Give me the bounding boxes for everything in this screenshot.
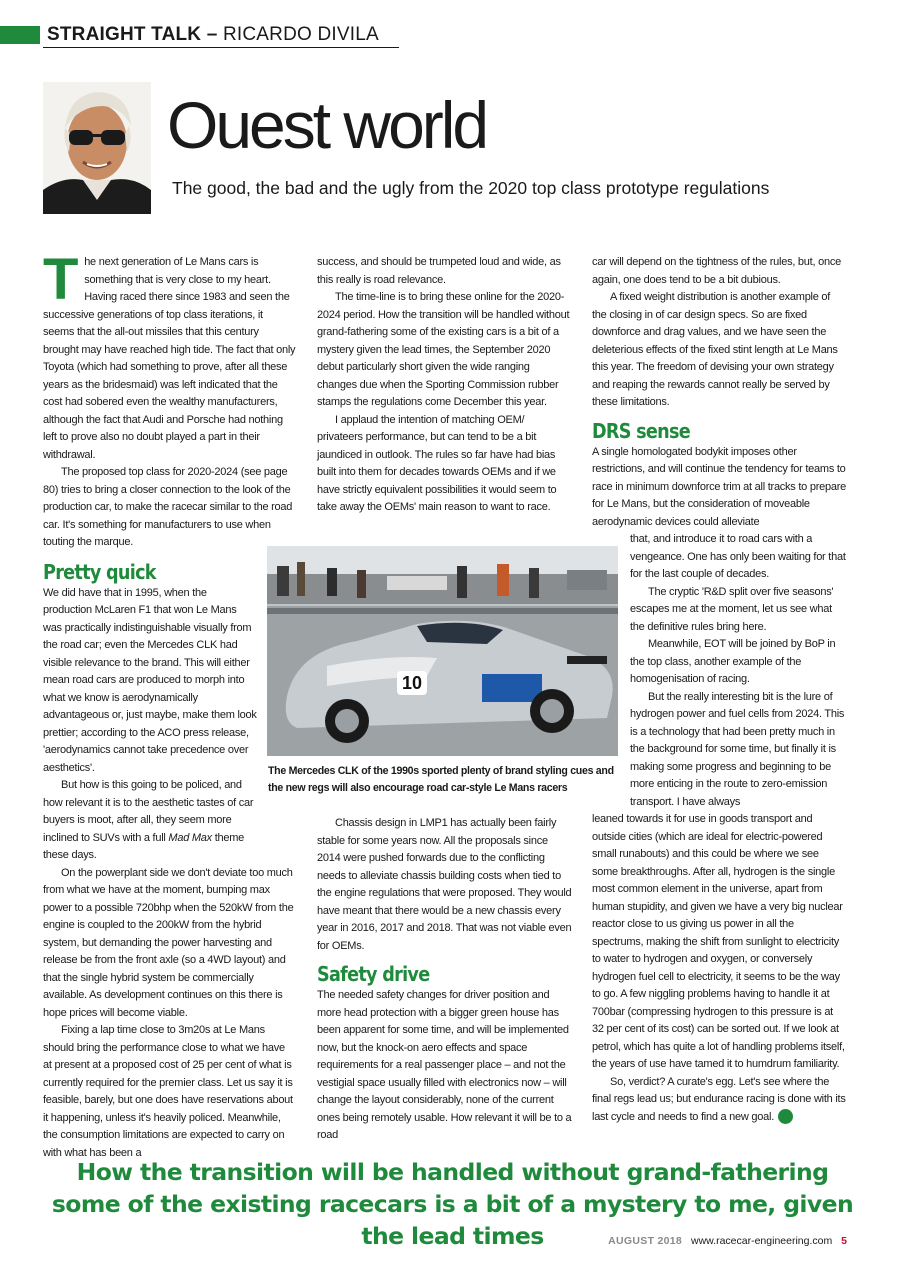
paragraph: A single homologated bodykit imposes other restrictions, and will continue the tendency for teams to race in minimum downforce trim at all tracks to prepare for Le Mans, but the consideration of moveable aerodynamic devices could alleviate [592, 445, 847, 528]
website-link[interactable]: www.racecar-engineering.com [691, 1235, 833, 1247]
column-3 [592, 254, 847, 1126]
italic-title: Mad Max [168, 831, 212, 844]
paragraph: I applaud the intention of matching OEM/ privateers performance, but can tend to be a bit jaundiced in outlook. The rules so far have had bias built into them for decades towards OEMs and if we have strictly equivalent possibilities it would seem to take away the OEMs' main reason to want to race. [317, 413, 557, 513]
paragraph: Meanwhile, EOT will be joined by BoP in the top class, another example of the homogenisation of racing. [630, 638, 836, 685]
paragraph: But the really interesting bit is the lure of hydrogen power and fuel cells from 2024. This is a technology that had been pretty much in the background for some time, but finally it is making some progress and beginning to be more enticing in the route to zero-emission transport. I have always [630, 690, 845, 808]
car-number: 10 [401, 673, 423, 693]
paragraph [43, 777, 258, 865]
section-name: STRAIGHT TALK [47, 24, 202, 45]
racecar-photo [267, 546, 618, 756]
column-2-bottom [317, 815, 572, 1145]
article-title: Ouest world [167, 88, 487, 162]
paragraph-text: he next generation of Le Mans cars is something that is very close to my heart. Having raced there since 1983 and seen the successive generations of top class iterations, it seems that the all-out missiles that this century brought may have reached high tide. The fact that only Toyota (which had something to prove, after all these years as the bridesmaid) was left indicated that the cost had sobered even the wealthy manufacturers, although the fact that Audi and Porsche had nothing left to prove also no doubt played a part in their withdrawal. [43, 256, 296, 461]
paragraph: The time-line is to bring these online for the 2020-2024 period. How the transition will be handled without grand-fathering some of the existing cars is a bit of a mystery given the lead times, the September 2020 debut particularly short given the wide ranging changes due when the Sporting Commission rubber stamps the regulations come December this year. [317, 291, 570, 408]
paragraph: We did have that in 1995, when the production McLaren F1 that won Le Mans was practically indistinguishable visually from the road car; even the Mercedes CLK had visible relevance to the brand. This will either mean road cars are produced to morph into what we know is aerodynamically advantageous or, just maybe, make them look prettier; according to the ACO press release, 'aerodynamics cannot take precedence over aesthetics'. [43, 586, 257, 774]
paragraph: A fixed weight distribution is another example of the closing in of car design specs. So are fixed downforce and drag values, and we have seen the deleterious effects of the fixed stint length at Le Mans this year. The freedom of devising your own strategy and reaping the rewards cannot really be served by these limitations. [592, 291, 838, 408]
subheading: DRS sense [592, 418, 690, 443]
pull-quote: How the transition will be handled without grand-fathering some of the existing racecars is a bit of a mystery to me, given the lead times [51, 1158, 854, 1250]
paragraph-text: But how is this going to be policed, and how relevant it is to the aesthetic tastes of car buyers is moot, after all, they seem more inclined to SUVs with a full [43, 779, 254, 844]
paragraph: car will depend on the tightness of the rules, but, once again, one does tend to be a bit dubious. [592, 256, 841, 286]
header-divider [43, 47, 399, 48]
paragraph: success, and should be trumpeted loud and wide, as this really is road relevance. [317, 256, 561, 286]
end-mark-icon: R [778, 1109, 793, 1124]
paragraph: leaned towards it for use in goods transport and outside cities (which are ideal for electric-powered small runabouts) and this could be where we see some breakthroughs. After all, hydrogen is the single most common element in the universe, apart from human stupidity, and given we have a very big nuclear reactor close to us giving us power in all the spectrums, making the shift from sunlight to electricity to water to hydrogen and oxygen, or conversely hydrogen fuel cell to electricity, it seems to be the way to go. A few niggling problems having to handle it at 700bar (compressing hydrogen to this pressure is at 32 per cent of its cost) can be sorted out. If we look at petrol, which has quite a lot of handling problems itself, the years of use have tamed it to humdrum familiarity. [592, 813, 845, 1070]
page-number: 5 [841, 1235, 847, 1247]
paragraph: Fixing a lap time close to 3m20s at Le Mans should bring the performance close to what we have at present at a proposed cost of 25 per cent of what is currently required for the premier class. Let us say it is feasible, barely, but one does have reservations about it happening, unless it's heavily policed. Meanwhile, the consumption limitations are expected to carry on with what has been a [43, 1024, 293, 1159]
page-footer [608, 1235, 847, 1247]
section-dash: – [201, 24, 223, 45]
paragraph: The proposed top class for 2020-2024 (see page 80) tries to bring a closer connection to the look of the production car, to make the racecar similar to the road car. It's something for manufacturers to use when touting the marque. [43, 466, 293, 548]
column-2-top [317, 254, 572, 517]
paragraph: The needed safety changes for driver position and more head protection with a bigger green house has been apparent for some time, and will be implemented now, but the knock-on aero effects and space requirements for a real passenger place – and not the vestigial space usually filled with electronics now – will change the layout considerably, none of the current ones being remotely usable. How relevant it will be to a road [317, 989, 572, 1141]
article-subtitle: The good, the bad and the ugly from the 2020 top class prototype regulations [172, 178, 770, 198]
author-portrait [43, 82, 151, 214]
issue-date: AUGUST 2018 [608, 1235, 683, 1247]
section-author: RICARDO DIVILA [222, 24, 379, 45]
column-1 [43, 247, 296, 1162]
subheading: Pretty quick [43, 559, 156, 584]
paragraph-text: So, verdict? A curate's egg. Let's see where the final regs lead us; but endurance racing is done with its last cycle and needs to find a new goal. [592, 1075, 846, 1123]
paragraph: that, and introduce it to road cars with a vengeance. One has only been waiting for that for the last couple of decades. [630, 533, 846, 580]
section-header [47, 24, 379, 46]
subheading: Safety drive [317, 962, 430, 986]
paragraph-text: theme these days. [43, 831, 245, 861]
paragraph [43, 247, 296, 464]
photo-caption: The Mercedes CLK of the 1990s sported plenty of brand styling cues and the new regs will also encourage road car-style Le Mans racers [268, 765, 614, 794]
paragraph [592, 1074, 847, 1127]
paragraph: Chassis design in LMP1 has actually been fairly stable for some years now. All the proposals since 2014 were pushed forwards due to the conflicting needs to alleviate chassis building costs when tied to the engine regulations that were proposed. They would have meant that there would be a new chassis every year in 2016, 2017 and 2018. That was not viable even for OEMs. [317, 817, 572, 952]
drop-cap: T [43, 247, 79, 312]
paragraph: On the powerplant side we don't deviate too much from what we have at the moment, bumping max power to a possible 720bhp when the 520kW from the engine is coupled to the 200kW from the hybrid system, but demanding the power harvesting and release be from the front axle (so a 4WD layout) and that the single hybrid system be commercially available. As development continues on this there is hope prices will become viable. [43, 866, 294, 1019]
paragraph: The cryptic 'R&D split over five seasons' escapes me at the moment, let us see what the definitive rules bring here. [630, 585, 834, 633]
section-color-bar [0, 26, 40, 44]
